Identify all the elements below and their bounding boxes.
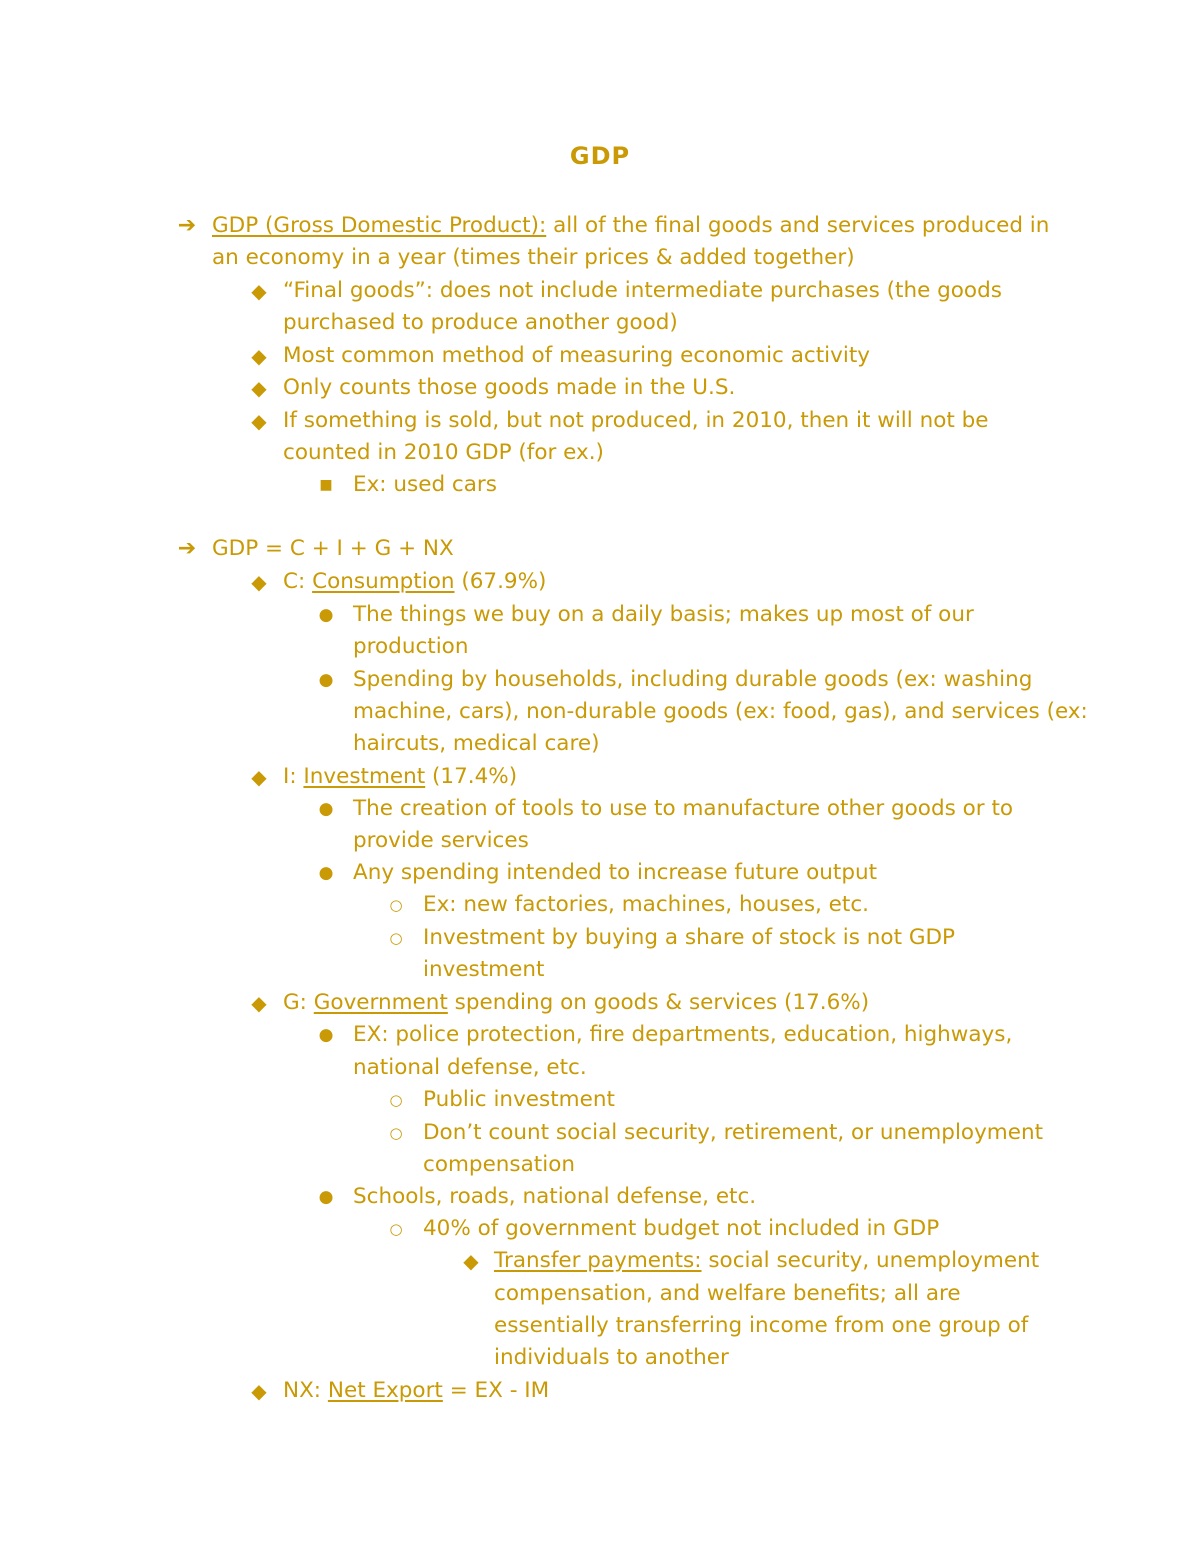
consumption-point-1-line-2: production: [353, 634, 469, 659]
investment-point-1-line-2: provide services: [353, 828, 529, 853]
sold-not-produced-line-2: counted in 2010 GDP (for ex.): [283, 440, 604, 465]
circle-bullet-icon: ○: [389, 896, 403, 914]
final-goods-line-1: “Final goods”: does not include intermediate purchases (the goods: [283, 278, 1002, 303]
investment-point-2: Any spending intended to increase future output: [353, 860, 878, 885]
net-export-line: [283, 1375, 549, 1407]
gdp-definition-line-2: an economy in a year (times their prices & added together): [212, 245, 855, 270]
diamond-bullet-icon: ◆: [251, 991, 267, 1015]
dot-bullet-icon: ●: [318, 1187, 334, 1207]
investment-example: Ex: new factories, machines, houses, etc.: [423, 892, 869, 917]
consumption-point-1-line-1: The things we buy on a daily basis; makes up most of our: [353, 602, 974, 627]
budget-not-included: 40% of government budget not included in GDP: [423, 1216, 940, 1241]
investment-line: [283, 761, 517, 793]
page-title: GDP: [569, 142, 631, 170]
stock-note-line-2: investment: [423, 957, 545, 982]
dot-bullet-icon: ●: [318, 863, 334, 883]
diamond-bullet-icon: ◆: [463, 1249, 479, 1273]
dont-count-line-2: compensation: [423, 1152, 575, 1177]
gdp-definition-text: all of the final goods and services produced in: [546, 213, 1050, 238]
diamond-bullet-icon: ◆: [251, 376, 267, 400]
circle-bullet-icon: ○: [389, 929, 403, 947]
diamond-bullet-icon: ◆: [251, 409, 267, 433]
public-investment: Public investment: [423, 1087, 615, 1112]
dot-bullet-icon: ●: [318, 670, 334, 690]
investment-term: Investment: [303, 764, 426, 789]
consumption-point-2-line-3: haircuts, medical care): [353, 731, 600, 756]
gdp-formula-line: GDP = C + I + G + NX: [212, 536, 454, 561]
arrow-bullet-icon: ➔: [177, 536, 197, 561]
diamond-bullet-icon: ◆: [251, 344, 267, 368]
circle-bullet-icon: ○: [389, 1124, 403, 1142]
gdp-term: GDP (Gross Domestic Product):: [212, 213, 547, 238]
final-goods-line-2: purchased to produce another good): [283, 310, 678, 335]
government-line: [283, 987, 869, 1019]
government-term: Government: [313, 990, 448, 1015]
consumption-suffix: (67.9%): [454, 569, 547, 594]
consumption-term: Consumption: [312, 569, 455, 594]
circle-bullet-icon: ○: [389, 1091, 403, 1109]
transfer-payments-line-4: individuals to another: [494, 1345, 729, 1370]
net-export-suffix: = EX - IM: [442, 1378, 550, 1403]
government-suffix: spending on goods & services (17.6%): [447, 990, 870, 1015]
investment-prefix: I:: [283, 764, 304, 789]
us-goods-line: Only counts those goods made in the U.S.: [283, 375, 736, 400]
investment-point-1-line-1: The creation of tools to use to manufacture other goods or to: [353, 796, 1014, 821]
government-prefix: G:: [283, 990, 314, 1015]
government-point-2: Schools, roads, national defense, etc.: [353, 1184, 757, 1209]
government-point-1-line-1: EX: police protection, fire departments, education, highways,: [353, 1022, 1013, 1047]
transfer-payments-line-2: compensation, and welfare benefits; all are: [494, 1281, 961, 1306]
gdp-definition-line: [212, 210, 1049, 242]
government-point-1-line-2: national defense, etc.: [353, 1055, 587, 1080]
consumption-point-2-line-1: Spending by households, including durable goods (ex: washing: [353, 667, 1033, 692]
square-bullet-icon: ■: [319, 477, 333, 493]
common-method-line: Most common method of measuring economic activity: [283, 343, 870, 368]
circle-bullet-icon: ○: [389, 1220, 403, 1238]
dot-bullet-icon: ●: [318, 799, 334, 819]
used-cars-line: Ex: used cars: [353, 472, 497, 497]
investment-suffix: (17.4%): [425, 764, 518, 789]
diamond-bullet-icon: ◆: [251, 570, 267, 594]
consumption-prefix: C:: [283, 569, 313, 594]
sold-not-produced-line-1: If something is sold, but not produced, in 2010, then it will not be: [283, 408, 989, 433]
transfer-payments-line-3: essentially transferring income from one group of: [494, 1313, 1029, 1338]
diamond-bullet-icon: ◆: [251, 1379, 267, 1403]
arrow-bullet-icon: ➔: [177, 213, 197, 238]
consumption-line: [283, 566, 546, 598]
consumption-point-2-line-2: machine, cars), non-durable goods (ex: food, gas), and services (ex:: [353, 699, 1088, 724]
transfer-payments-line-1: [494, 1245, 1039, 1277]
net-export-term: Net Export: [327, 1378, 443, 1403]
stock-note-line-1: Investment by buying a share of stock is not GDP: [423, 925, 956, 950]
transfer-payments-text: social security, unemployment: [701, 1248, 1040, 1273]
dot-bullet-icon: ●: [318, 605, 334, 625]
transfer-payments-term: Transfer payments:: [494, 1248, 702, 1273]
diamond-bullet-icon: ◆: [251, 765, 267, 789]
net-export-prefix: NX:: [283, 1378, 328, 1403]
dot-bullet-icon: ●: [318, 1025, 334, 1045]
dont-count-line-1: Don’t count social security, retirement, or unemployment: [423, 1120, 1044, 1145]
diamond-bullet-icon: ◆: [251, 279, 267, 303]
